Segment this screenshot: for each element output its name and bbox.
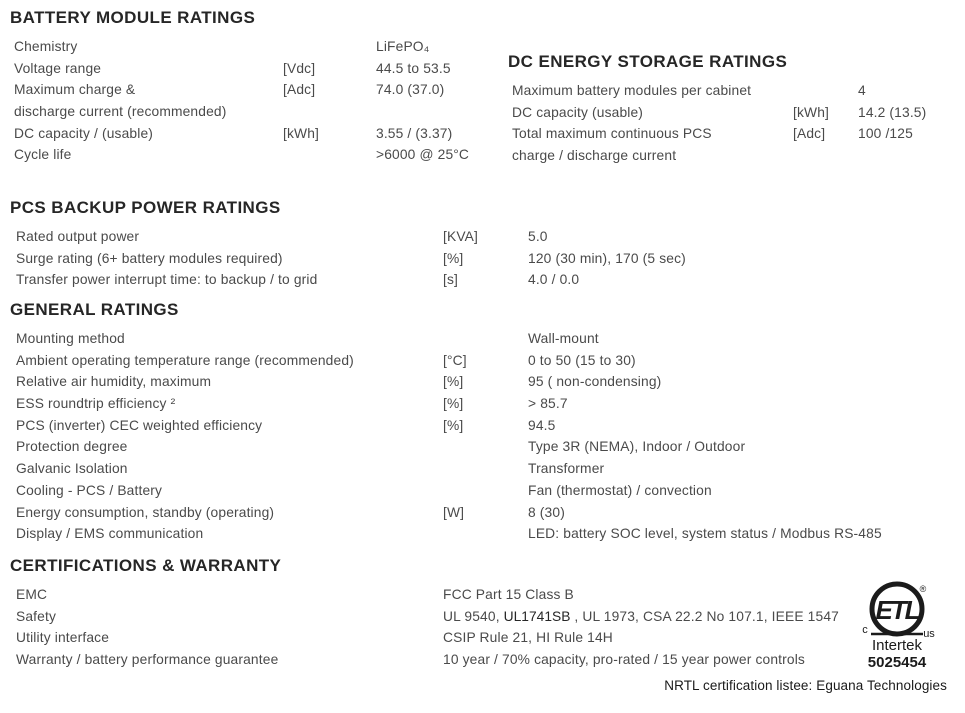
spec-unit	[283, 36, 376, 58]
spec-unit	[443, 436, 528, 458]
section-general-ratings	[10, 300, 882, 545]
spec-label: Utility interface	[16, 630, 110, 646]
spec-unit: [Adc]	[793, 126, 826, 142]
spec-value: >6000 @ 25°C	[376, 147, 470, 163]
section-title: DC ENERGY STORAGE RATINGS	[508, 52, 788, 71]
spec-value: Transformer	[528, 461, 605, 477]
spec-label: discharge current (recommended)	[14, 104, 227, 120]
spec-unit: [KVA]	[443, 229, 478, 244]
table-row	[16, 458, 882, 480]
intertek-label: Intertek	[871, 637, 923, 654]
nrtl-certification-note: NRTL certification listee: Eguana Technologies	[664, 678, 947, 693]
spec-label: Mounting method	[16, 331, 125, 346]
spec-value: 94.5	[528, 417, 556, 433]
spec-value: Wall-mount	[528, 331, 599, 346]
spec-label: Rated output power	[16, 229, 140, 244]
table-row	[16, 649, 839, 671]
table-row	[512, 102, 926, 124]
spec-unit: [W]	[443, 504, 465, 520]
spec-label: Galvanic Isolation	[16, 461, 128, 477]
spec-unit: [Adc]	[283, 82, 316, 98]
table-row	[16, 606, 839, 628]
table-row	[14, 123, 469, 145]
spec-label: Maximum charge &	[14, 82, 136, 98]
spec-value: 4.0 / 0.0	[528, 272, 580, 288]
spec-value: 14.2 (13.5)	[858, 104, 927, 120]
spec-value: 10 year / 70% capacity, pro-rated / 15 year power controls	[443, 652, 805, 668]
spec-value: 3.55 / (3.37)	[376, 125, 453, 141]
spec-value: 74.0 (37.0)	[376, 82, 445, 98]
spec-label: charge / discharge current	[512, 148, 677, 164]
spec-table	[16, 226, 686, 291]
spec-value: 120 (30 min), 170 (5 sec)	[528, 250, 686, 266]
spec-label: ESS roundtrip efficiency ²	[16, 396, 176, 412]
spec-value	[443, 606, 839, 628]
spec-value: LiFePO₄	[376, 39, 430, 54]
spec-value: 95 ( non-condensing)	[528, 374, 662, 390]
spec-label: DC capacity (usable)	[512, 104, 644, 120]
spec-label: Display / EMS communication	[16, 526, 204, 542]
spec-label: PCS (inverter) CEC weighted efficiency	[16, 417, 263, 433]
table-row	[512, 123, 926, 145]
safety-value-post: , UL 1973, CSA 22.2 No 107.1, IEEE 1547	[570, 608, 839, 624]
etl-logo-icon	[856, 578, 938, 674]
etl-intertek-mark	[856, 578, 938, 674]
spec-value: FCC Part 15 Class B	[443, 587, 574, 602]
spec-value: LED: battery SOC level, system status / Modbus RS-485	[528, 526, 882, 542]
spec-label: Maximum battery modules per cabinet	[512, 83, 752, 98]
table-row	[512, 145, 926, 167]
table-row	[14, 101, 469, 123]
spec-label: DC capacity / (usable)	[14, 125, 154, 141]
table-row	[16, 393, 882, 415]
spec-unit	[443, 480, 528, 502]
spec-unit: [%]	[443, 417, 464, 433]
table-row	[16, 523, 882, 545]
spec-unit	[443, 328, 528, 350]
spec-table	[16, 328, 882, 545]
spec-value: 5.0	[528, 229, 548, 244]
section-title: CERTIFICATIONS & WARRANTY	[10, 556, 282, 575]
safety-value-pre: UL 9540,	[443, 608, 504, 624]
table-row	[16, 627, 839, 649]
table-row	[16, 480, 882, 502]
spec-label: Protection degree	[16, 439, 128, 455]
spec-value: Fan (thermostat) / convection	[528, 482, 712, 498]
section-title: BATTERY MODULE RATINGS	[10, 8, 256, 27]
spec-unit: [%]	[443, 250, 464, 266]
table-row	[16, 269, 686, 291]
spec-unit: [kWh]	[283, 125, 320, 141]
table-row	[16, 371, 882, 393]
spec-unit	[283, 144, 376, 166]
spec-label: Voltage range	[14, 60, 102, 76]
spec-label: Total maximum continuous PCS	[512, 126, 712, 142]
spec-value: 8 (30)	[528, 504, 565, 520]
table-row	[16, 328, 882, 350]
spec-label: Energy consumption, standby (operating)	[16, 504, 275, 520]
table-row	[16, 415, 882, 437]
spec-label: Cooling - PCS / Battery	[16, 482, 163, 498]
spec-unit	[793, 80, 858, 102]
spec-label: EMC	[16, 587, 48, 602]
spec-label: Ambient operating temperature range (recommended)	[16, 352, 354, 368]
spec-value: 0 to 50 (15 to 30)	[528, 352, 636, 368]
section-battery-module-ratings	[10, 8, 470, 166]
spec-label: Surge rating (6+ battery modules required)	[16, 250, 283, 266]
spec-unit	[443, 523, 528, 545]
spec-table	[14, 36, 469, 166]
section-dc-energy-storage-ratings	[508, 52, 927, 167]
safety-value-highlight: UL1741SB	[503, 608, 571, 624]
table-row	[16, 226, 686, 248]
spec-value: 44.5 to 53.5	[376, 60, 451, 76]
spec-table	[16, 584, 839, 671]
table-row	[16, 584, 839, 606]
spec-label: Cycle life	[14, 147, 72, 163]
spec-label: Relative air humidity, maximum	[16, 374, 212, 390]
section-title: PCS BACKUP POWER RATINGS	[10, 198, 281, 217]
spec-unit: [Vdc]	[283, 60, 316, 76]
spec-value: Type 3R (NEMA), Indoor / Outdoor	[528, 439, 746, 455]
spec-value: 4	[858, 83, 866, 98]
table-row	[14, 144, 469, 166]
spec-unit: [%]	[443, 396, 464, 412]
spec-value: 100 /125	[858, 126, 913, 142]
spec-unit: [%]	[443, 374, 464, 390]
spec-unit	[793, 145, 858, 167]
section-title: GENERAL RATINGS	[10, 300, 179, 319]
table-row	[512, 80, 926, 102]
table-row	[16, 350, 882, 372]
spec-unit	[283, 101, 376, 123]
section-pcs-backup-power-ratings	[10, 198, 686, 291]
table-row	[14, 79, 469, 101]
etl-us-label: us	[923, 628, 935, 640]
spec-label: Transfer power interrupt time: to backup / to grid	[16, 272, 318, 288]
table-row	[16, 248, 686, 270]
etl-c-label: c	[862, 624, 868, 636]
spec-value: CSIP Rule 21, HI Rule 14H	[443, 630, 613, 646]
spec-unit: [°C]	[443, 352, 467, 368]
spec-value: > 85.7	[528, 396, 568, 412]
spec-unit: [s]	[443, 272, 459, 288]
table-row	[16, 436, 882, 458]
section-certifications-warranty	[10, 556, 839, 671]
spec-table	[512, 80, 926, 167]
etl-logo-text: ETL	[875, 595, 919, 625]
spec-label: Chemistry	[14, 39, 78, 54]
spec-label: Warranty / battery performance guarantee	[16, 652, 279, 668]
table-row	[14, 36, 469, 58]
table-row	[16, 502, 882, 524]
certification-number: 5025454	[867, 654, 927, 671]
table-row	[14, 58, 469, 80]
registered-symbol: ®	[919, 584, 927, 594]
spec-unit	[443, 458, 528, 480]
spec-unit: [kWh]	[793, 104, 830, 120]
spec-label: Safety	[16, 608, 57, 624]
